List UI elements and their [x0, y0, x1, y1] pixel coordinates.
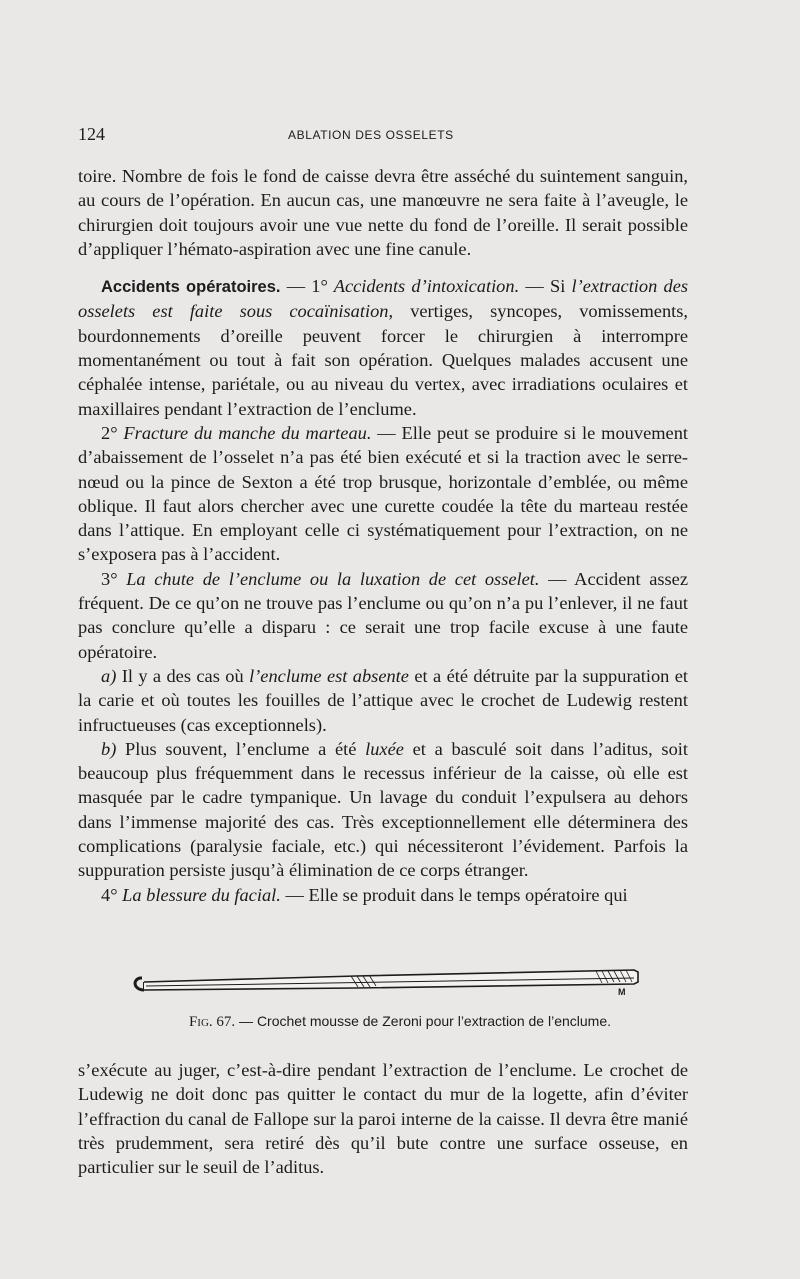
- figure-label: Fig. 67.: [188, 1014, 236, 1030]
- subheading-blessure: La blessure du facial.: [117, 884, 281, 905]
- section-heading: Accidents opératoires.: [101, 278, 281, 297]
- main-text-top: [78, 164, 688, 907]
- paragraph-intro: toire. Nombre de fois le fond de caisse devra être asséché du suintement sanguin, au cours de l’opération. En aucun cas, une manœuvre ne sera faite à l’aveugle, le chirurgien doit toujours avoir une vue nette du fond de l’oreille. Il serait possible d’appliquer l’hémato-aspiration avec une fine canule.: [78, 166, 688, 259]
- paragraph-chute: 3° La chute de l’enclume ou la luxation de cet osselet. — Accident assez fréquent. De ce qu’on ne trouve pas l’enclume ou qu’on n’a pu l’enlever, il ne faut pas conclure qu’elle a disparu : ce serait une trop facile excuse à une faute opératoire.: [78, 568, 688, 662]
- hook-instrument-illustration: [126, 958, 646, 998]
- paragraph-fracture: 2° Fracture du manche du marteau. — Elle peut se produire si le mouvement d’abaissement de l’osselet n’a pas été bien exécuté et si la traction avec le serre-nœud ou la pince de Sexton a été trop brusque, horizontale d’emblée, ou même oblique. Il faut alors chercher avec une curette coudée la tête du marteau restée dans l’attique. En employant celle ci systématiquement pour l’extraction, on ne s’exposera pas à l’accident.: [78, 422, 688, 565]
- paragraph-accidents: Accidents opératoires. — 1° Accidents d’intoxication. — Si l’extraction des osselets est faite sous cocaïnisation, vertiges, syncopes, vomissements, bourdonnements d’oreille peuvent forcer le chirurgien à interrompre momentanément ou tout à fait son opération. Quelques malades accusent une céphalée intense, pariétale, ou au niveau du vertex, avec irradiations oculaires et maxillaires pendant l’extraction de l’enclume.: [78, 276, 689, 419]
- running-title: ABLATION DES OSSELETS: [288, 128, 454, 142]
- page-number: 124: [78, 124, 105, 144]
- subheading-chute: La chute de l’enclume ou la luxation de cet osselet.: [117, 568, 540, 589]
- page-header: [78, 124, 688, 146]
- instrument-shaft: [144, 970, 638, 990]
- paragraph-continuation: s’exécute au juger, c’est-à-dire pendant l’extraction de l’enclume. Le crochet de Ludewig ne doit donc pas quitter le contact du mur de la logette, afin d’éviter l’effraction du canal de Fallope sur la paroi interne de la caisse. Il devra être manié très prudemment, sera retiré dès qu’il bute contre une surface osseuse, en particulier sur le seuil de l’aditus.: [78, 1060, 688, 1178]
- main-text-bottom: [78, 1058, 688, 1179]
- figure-hook-instrument: [126, 958, 646, 998]
- maker-mark: M: [618, 987, 626, 997]
- figure-caption: [0, 1013, 800, 1031]
- hook-tip: [135, 978, 144, 990]
- figure-caption-text: — Crochet mousse de Zeroni pour l’extraction de l’enclume.: [235, 1013, 612, 1029]
- subheading-fracture: Fracture du manche du marteau.: [117, 422, 372, 443]
- subheading-intoxication: Accidents d’intoxication.: [327, 276, 520, 297]
- paragraph-case-a: a) Il y a des cas où l’enclume est absente et a été détruite par la suppuration et la carie et où toutes les fouilles de l’attique avec le crochet de Ludewig restent infructueuses (cas exceptionnels).: [78, 665, 689, 735]
- paragraph-case-b: b) Plus souvent, l’enclume a été luxée et a basculé soit dans l’aditus, soit beaucoup plus fréquemment dans le recessus inférieur de la caisse, où elle est masquée par le cadre tympanique. Un lavage du conduit l’expulsera au dehors dans l’immense majorité des cas. Très exceptionnellement elle déterminera des complications (paralysie faciale, etc.) qui nécessiteront l’évidement. Parfois la suppuration persiste jusqu’à élimination de ce corps étranger.: [78, 738, 688, 881]
- paragraph-blessure: 4° La blessure du facial. — Elle se produit dans le temps opératoire qui: [101, 884, 628, 905]
